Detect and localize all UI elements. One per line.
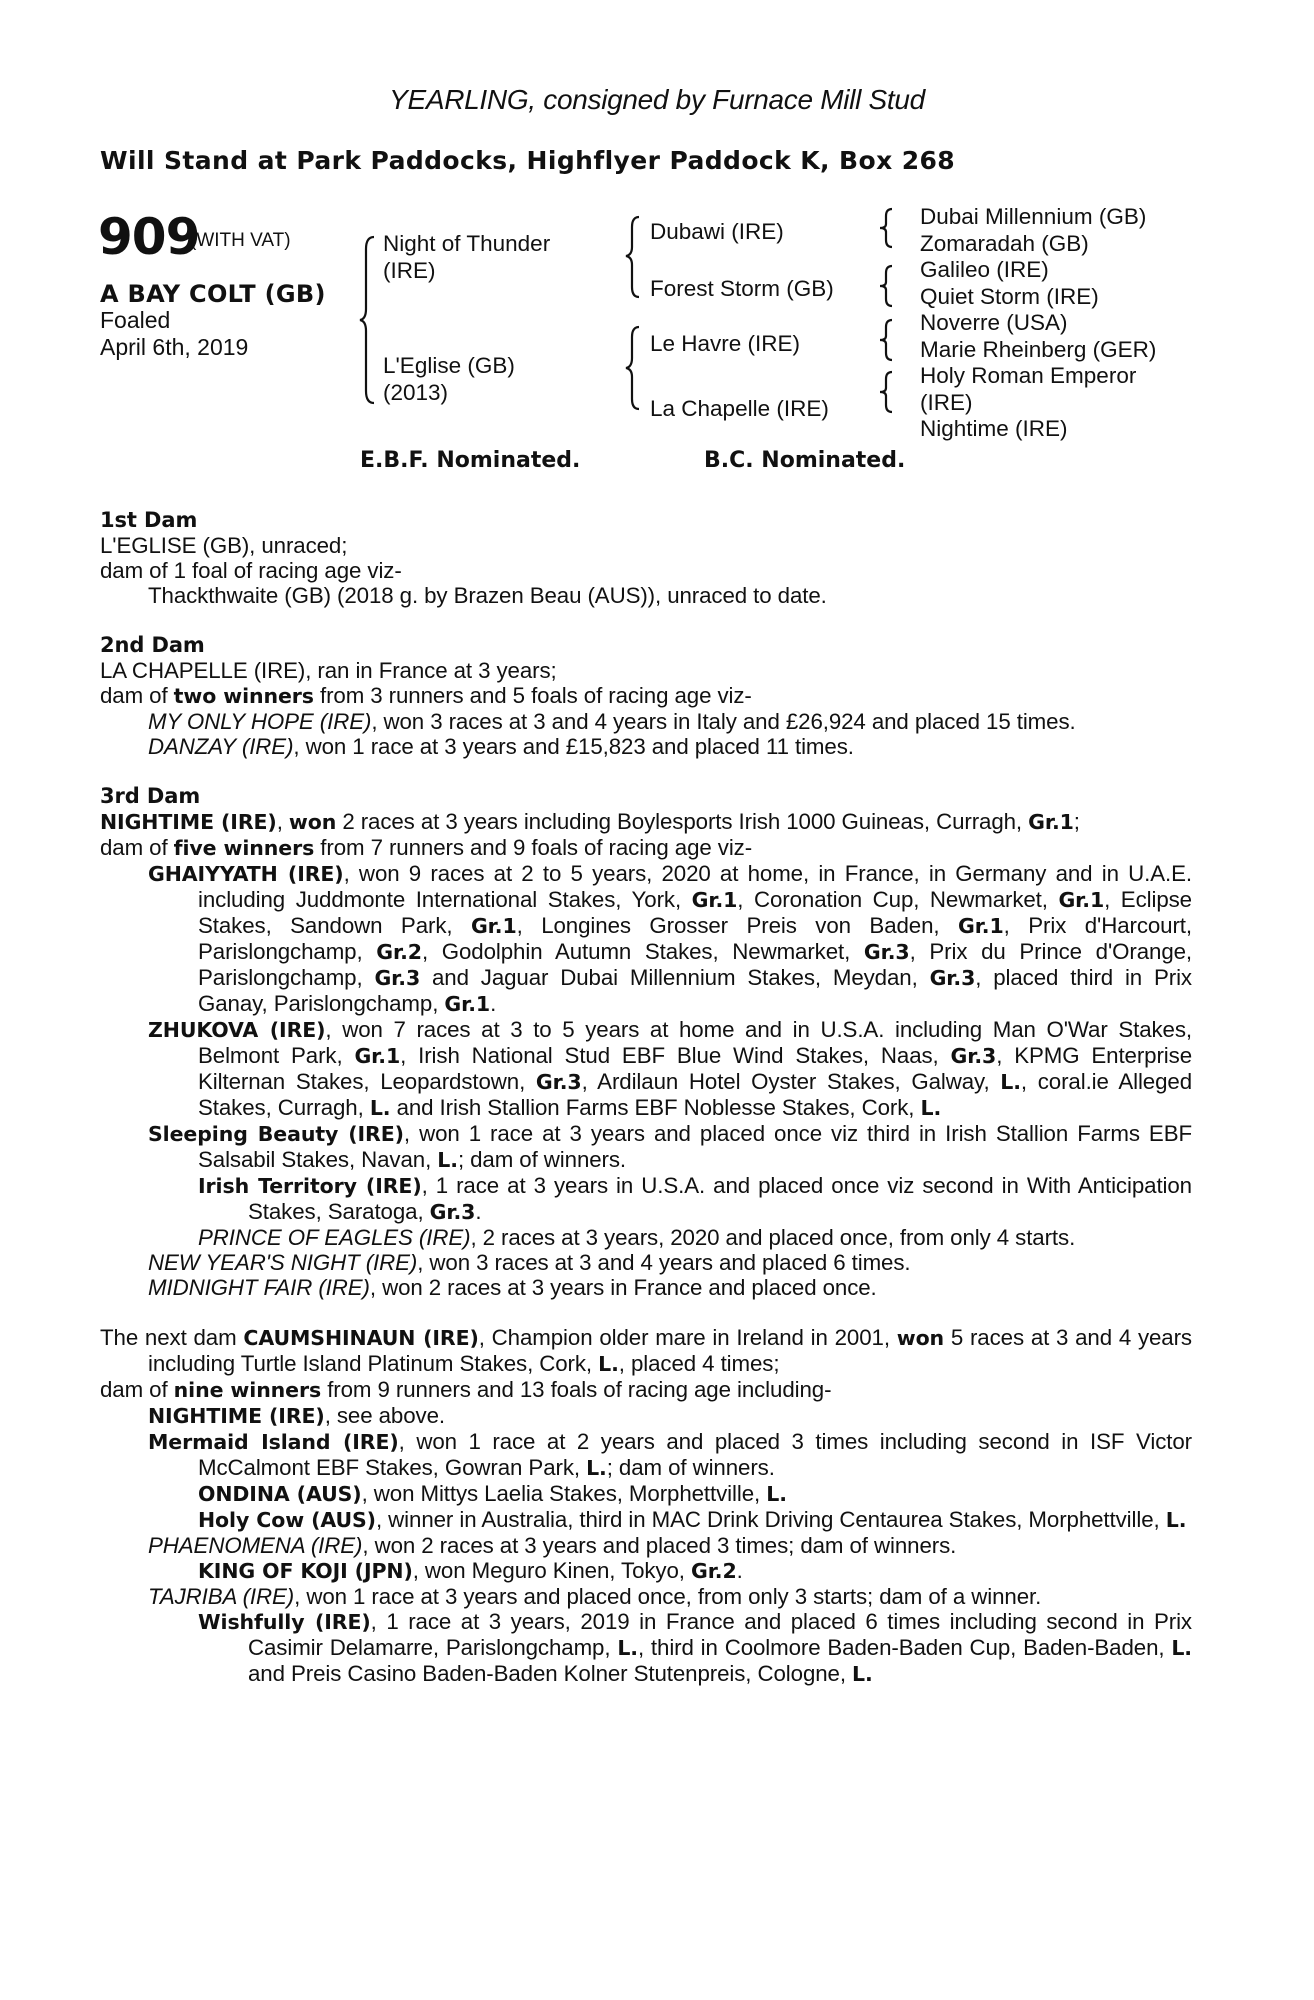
progeny-record: [100, 583, 1192, 608]
text: from 7 runners and 9 foals of racing age viz-: [314, 835, 753, 860]
progeny-record: [100, 1558, 1192, 1584]
text: , Longines Grosser Preis von Baden,: [516, 913, 958, 938]
bold-text: Gr.1: [1058, 888, 1105, 912]
section-heading: 1st Dam: [100, 508, 198, 532]
dam-record: [100, 1377, 1192, 1403]
bold-text: L.: [852, 1662, 873, 1686]
text: Thackthwaite (GB) (2018 g. by Brazen Beau (AUS)), unraced to date.: [148, 583, 827, 608]
text: , won Mittys Laelia Stakes, Morphettville,: [361, 1481, 767, 1506]
bold-text: Gr.1: [354, 1044, 401, 1068]
bold-text: Gr.3: [429, 1200, 476, 1224]
gg-6-country: (IRE): [920, 389, 973, 415]
text: The next dam: [100, 1325, 244, 1350]
granddam-1: Forest Storm (GB): [650, 276, 834, 301]
bold-text: Gr.1: [1028, 810, 1074, 834]
pedigree-brace-gg1: [880, 207, 894, 249]
text: .: [736, 1558, 743, 1583]
bold-text: L.: [1165, 1508, 1187, 1532]
text: ; dam of winners.: [606, 1455, 775, 1480]
grandsire-1: Dubawi (IRE): [650, 219, 784, 244]
bold-text: Gr.3: [950, 1044, 997, 1068]
bold-text: Gr.1: [691, 888, 738, 912]
text: , won 1 race at 3 years and placed once viz third in Irish Stallion Farms EBF Salsabil Stakes, Navan,: [198, 1121, 1192, 1172]
family-details: [100, 508, 1192, 1687]
text: L'EGLISE (GB), unraced;: [100, 533, 348, 558]
bold-text: Gr.3: [863, 940, 910, 964]
vat-note: (WITH VAT): [190, 230, 291, 251]
dam-section: [100, 784, 1192, 1300]
gg-0: Dubai Millennium (GB): [920, 204, 1147, 229]
italic-text: PRINCE OF EAGLES (IRE): [198, 1225, 471, 1250]
progeny-record: [100, 861, 1192, 1017]
great-grandparents: [920, 204, 1156, 443]
text: , won 1 race at 2 years and placed 3 times including second in ISF Victor McCalmont EBF Stakes, Gowran Park,: [198, 1429, 1192, 1480]
gg-5: Marie Rheinberg (GER): [920, 336, 1157, 362]
pedigree-brace-dam: [626, 325, 642, 411]
text: dam of: [100, 1377, 174, 1402]
bold-text: KING OF KOJI (JPN): [198, 1559, 413, 1583]
bold-text: Gr.2: [376, 940, 422, 964]
italic-text: MIDNIGHT FAIR (IRE): [148, 1275, 370, 1300]
bold-text: two winners: [173, 684, 314, 708]
dam-name: L'Eglise (GB): [383, 353, 515, 378]
text: , coral.ie Alleged Stakes, Curragh,: [198, 1069, 1192, 1120]
text: , Ardilaun Hotel Oyster Stakes, Galway,: [581, 1069, 1001, 1094]
text: , Eclipse Stakes, Sandown Park,: [198, 887, 1192, 938]
text: , won Meguro Kinen, Tokyo,: [412, 1558, 691, 1583]
bold-text: L.: [369, 1096, 391, 1120]
gg-1: Zomaradah (GB): [920, 230, 1089, 256]
grandsire-2: Le Havre (IRE): [650, 331, 801, 356]
pedigree-dam: [383, 352, 515, 406]
text: , see above.: [324, 1403, 445, 1428]
progeny-record: [100, 1403, 1192, 1429]
text: dam of 1 foal of racing age viz-: [100, 558, 402, 583]
progeny-record: [100, 1275, 1192, 1300]
bold-text: five winners: [173, 836, 315, 860]
gg-4: Noverre (USA): [920, 310, 1068, 335]
text: ;: [1073, 809, 1080, 834]
dam-record: [100, 683, 1192, 709]
foaled-label: Foaled: [100, 307, 171, 333]
bold-text: L.: [586, 1456, 607, 1480]
text: , won 3 races at 3 and 4 years in Italy and £26,924 and placed 15 times.: [371, 709, 1076, 734]
text: , Prix du Prince d'Orange, Parislongchamp,: [198, 939, 1193, 990]
text: , placed 4 times;: [618, 1351, 780, 1376]
bold-text: L.: [617, 1636, 638, 1660]
text: , won 2 races at 3 years and placed 3 times; dam of winners.: [362, 1533, 957, 1558]
text: .: [475, 1199, 482, 1224]
gg-3: Quiet Storm (IRE): [920, 283, 1099, 309]
text: , winner in Australia, third in MAC Drink Driving Centaurea Stakes, Morphettville,: [375, 1507, 1166, 1532]
text: 5 races at 3 and 4 years including Turtle Island Platinum Stakes, Cork,: [148, 1325, 1192, 1376]
pedigree-brace-gg3: [880, 318, 894, 362]
text: and Preis Casino Baden-Baden Kolner Stutenpreis, Cologne,: [248, 1661, 853, 1686]
italic-text: NEW YEAR'S NIGHT (IRE): [148, 1250, 418, 1275]
progeny-record: [100, 1173, 1192, 1225]
section-heading: 2nd Dam: [100, 633, 205, 657]
italic-text: PHAENOMENA (IRE): [148, 1533, 363, 1558]
bold-text: Gr.3: [929, 966, 976, 990]
bold-text: Gr.1: [957, 914, 1004, 938]
bold-text: GHAIYYATH (IRE): [148, 862, 344, 886]
text: , won 2 races at 3 years in France and placed once.: [369, 1275, 877, 1300]
progeny-record: [100, 1225, 1192, 1250]
progeny-record: [100, 1481, 1192, 1507]
text: ,: [276, 809, 289, 834]
bold-text: CAUMSHINAUN (IRE): [243, 1326, 479, 1350]
progeny-record: [100, 1017, 1192, 1121]
text: , Coronation Cup, Newmarket,: [737, 887, 1059, 912]
bold-text: Gr.3: [535, 1070, 582, 1094]
text: 2 races at 3 years including Boylesports Irish 1000 Guineas, Curragh,: [336, 809, 1029, 834]
bold-text: Wishfully (IRE): [198, 1610, 371, 1634]
sire-country: (IRE): [383, 258, 436, 283]
bc-nominated: B.C. Nominated.: [704, 448, 906, 473]
bold-text: Gr.1: [444, 992, 491, 1016]
text: , Prix d'Harcourt, Parislongchamp,: [198, 913, 1192, 964]
dam-record: [100, 658, 1192, 683]
bold-text: L.: [766, 1482, 787, 1506]
foaled-date: April 6th, 2019: [100, 334, 249, 360]
bold-text: won: [288, 810, 337, 834]
gg-2: Galileo (IRE): [920, 257, 1049, 282]
foaled-info: [100, 307, 248, 361]
bold-text: nine winners: [173, 1378, 322, 1402]
progeny-record: [100, 1121, 1192, 1173]
text: , won 1 race at 3 years and placed once, from only 3 starts; dam of a winner.: [294, 1584, 1042, 1609]
pedigree-brace-main: [360, 235, 380, 405]
progeny-record: [100, 734, 1192, 759]
progeny-record: [100, 1533, 1192, 1558]
text: , Irish National Stud EBF Blue Wind Stakes, Naas,: [400, 1043, 951, 1068]
progeny-record: [100, 1584, 1192, 1609]
bold-text: won: [896, 1326, 945, 1350]
bold-text: Sleeping Beauty (IRE): [148, 1122, 404, 1146]
progeny-record: [100, 1609, 1192, 1687]
bold-text: Gr.1: [470, 914, 517, 938]
text: , won 1 race at 3 years and £15,823 and placed 11 times.: [293, 734, 854, 759]
progeny-record: [100, 709, 1192, 734]
dam-year: (2013): [383, 380, 449, 405]
progeny-record: [100, 1250, 1192, 1275]
bold-text: L.: [437, 1148, 458, 1172]
text: and Irish Stallion Farms EBF Noblesse Stakes, Cork,: [390, 1095, 921, 1120]
gg-7: Nightime (IRE): [920, 416, 1068, 441]
bold-text: ZHUKOVA (IRE): [148, 1018, 326, 1042]
consignment-heading: YEARLING, consigned by Furnace Mill Stud: [389, 84, 925, 115]
text: , Godolphin Autumn Stakes, Newmarket,: [421, 939, 864, 964]
bold-text: Gr.2: [690, 1559, 737, 1583]
stand-location: Will Stand at Park Paddocks, Highflyer Paddock K, Box 268: [100, 146, 956, 175]
bold-text: Holy Cow (AUS): [198, 1508, 376, 1532]
text: from 3 runners and 5 foals of racing age viz-: [313, 683, 752, 708]
italic-text: TAJRIBA (IRE): [148, 1584, 295, 1609]
progeny-record: [100, 1429, 1192, 1481]
granddam-2: La Chapelle (IRE): [650, 396, 829, 421]
dam-record: [100, 533, 1192, 558]
text: and Jaguar Dubai Millennium Stakes, Meydan,: [420, 965, 930, 990]
bold-text: L.: [1171, 1636, 1192, 1660]
dam-section: [100, 633, 1192, 759]
dam-record: [100, 809, 1192, 835]
pedigree-brace-gg2: [880, 264, 894, 308]
italic-text: MY ONLY HOPE (IRE): [148, 709, 372, 734]
text: , won 7 races at 3 to 5 years at home and in U.S.A. including Man O'War Stakes, Belmont Park,: [198, 1017, 1192, 1068]
bold-text: Irish Territory (IRE): [198, 1174, 422, 1198]
text: , KPMG Enterprise Kilternan Stakes, Leopardstown,: [198, 1043, 1193, 1094]
dam-section: [100, 1300, 1192, 1687]
text: , Champion older mare in Ireland in 2001,: [478, 1325, 897, 1350]
bold-text: NIGHTIME (IRE): [148, 1404, 325, 1428]
pedigree-brace-gg4: [880, 370, 894, 414]
bold-text: L.: [598, 1352, 619, 1376]
dam-record: [100, 558, 1192, 583]
pedigree-sire: [383, 230, 550, 284]
bold-text: L.: [1000, 1070, 1021, 1094]
text: , third in Coolmore Baden-Baden Cup, Baden-Baden,: [637, 1635, 1172, 1660]
text: ; dam of winners.: [457, 1147, 627, 1172]
italic-text: DANZAY (IRE): [148, 734, 294, 759]
text: , 1 race at 3 years in U.S.A. and placed once viz second in With Anticipation Stakes, Saratoga,: [248, 1173, 1192, 1224]
text: dam of: [100, 683, 174, 708]
bold-text: NIGHTIME (IRE): [100, 810, 277, 834]
bold-text: Mermaid Island (IRE): [148, 1430, 399, 1454]
bold-text: Gr.3: [374, 966, 421, 990]
section-heading: 3rd Dam: [100, 784, 201, 808]
text: , 2 races at 3 years, 2020 and placed once, from only 4 starts.: [470, 1225, 1076, 1250]
text: , 1 race at 3 years, 2019 in France and placed 6 times including second in Prix Casimir Delamarre, Parislongchamp,: [248, 1609, 1192, 1660]
ebf-nominated: E.B.F. Nominated.: [360, 448, 581, 473]
text: , won 3 races at 3 and 4 years and placed 6 times.: [417, 1250, 911, 1275]
sire-name: Night of Thunder: [383, 231, 551, 256]
progeny-record: [100, 1507, 1192, 1533]
dam-record: [100, 835, 1192, 861]
section-gap: [100, 1300, 1192, 1325]
dam-section: [100, 508, 1192, 608]
text: .: [490, 991, 497, 1016]
text: , placed third in Prix Ganay, Parislongchamp,: [198, 965, 1192, 1016]
text: , won 9 races at 2 to 5 years, 2020 at home, in France, in Germany and in U.A.E. including Juddmonte International Stakes, York,: [198, 861, 1192, 912]
dam-record: [100, 1325, 1192, 1377]
bold-text: L.: [920, 1096, 942, 1120]
bold-text: ONDINA (AUS): [198, 1482, 362, 1506]
pedigree-brace-sire: [626, 215, 642, 299]
gg-6: Holy Roman Emperor: [920, 363, 1137, 388]
text: LA CHAPELLE (IRE), ran in France at 3 years;: [100, 658, 557, 683]
horse-description: A BAY COLT (GB): [100, 280, 326, 308]
text: from 9 runners and 13 foals of racing age including-: [321, 1377, 832, 1402]
text: dam of: [100, 835, 174, 860]
lot-number: 909: [98, 208, 200, 266]
